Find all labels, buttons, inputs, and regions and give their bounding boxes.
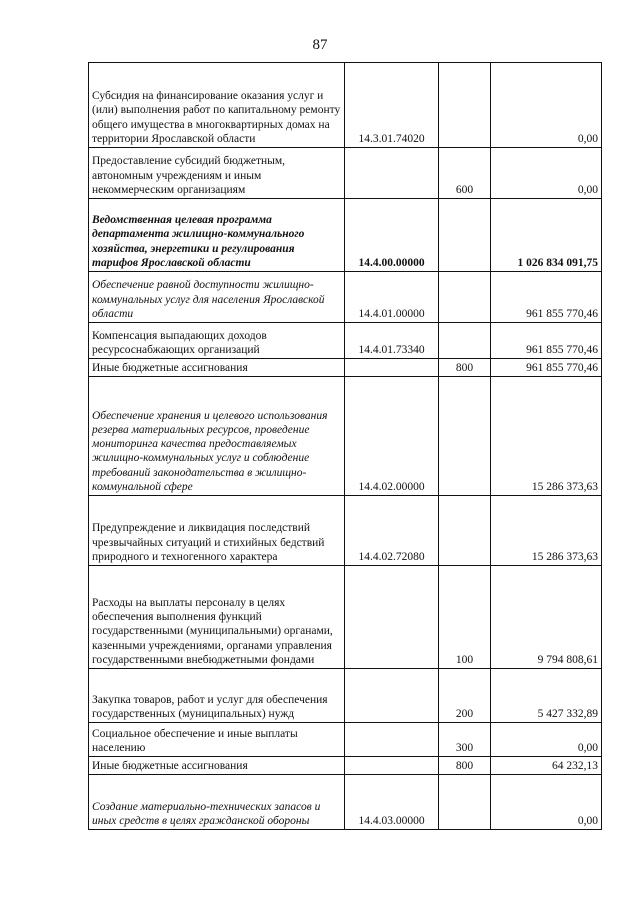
row-sum: 0,00 (491, 63, 602, 148)
row-code: 14.4.02.72080 (345, 496, 439, 566)
table-row (89, 359, 602, 377)
row-expense-type: 600 (439, 148, 491, 199)
row-expense-type: 800 (439, 359, 491, 377)
row-name: Иные бюджетные ассигнования (89, 359, 345, 377)
row-expense-type: 300 (439, 723, 491, 757)
row-sum: 961 855 770,46 (491, 323, 602, 359)
row-sum: 0,00 (491, 775, 602, 830)
row-code (345, 723, 439, 757)
row-name: Обеспечение хранения и целевого использования резерва материальных ресурсов, проведение мониторинга качества предоставляемых жилищно-коммунальных услуг и соблюдение требований законодательства в жилищно-коммунальной сфере (89, 377, 345, 496)
row-sum: 15 286 373,63 (491, 377, 602, 496)
row-name: Ведомственная целевая программа департамента жилищно-коммунального хозяйства, энергетики и регулирования тарифов Ярославской области (89, 199, 345, 272)
table-row (89, 148, 602, 199)
row-sum: 961 855 770,46 (491, 272, 602, 323)
row-name: Предоставление субсидий бюджетным, автономным учреждениям и иным некоммерческим организациям (89, 148, 345, 199)
row-expense-type (439, 775, 491, 830)
row-code: 14.4.01.00000 (345, 272, 439, 323)
row-sum: 1 026 834 091,75 (491, 199, 602, 272)
row-name: Иные бюджетные ассигнования (89, 757, 345, 775)
table-row (89, 272, 602, 323)
row-code: 14.4.03.00000 (345, 775, 439, 830)
row-code (345, 359, 439, 377)
row-name: Социальное обеспечение и иные выплаты населению (89, 723, 345, 757)
table-row (89, 63, 602, 148)
row-expense-type (439, 496, 491, 566)
row-name: Расходы на выплаты персоналу в целях обеспечения выполнения функций государственными (муниципальными) органами, казенными учреждениями, органами управления государственными внебюджетными фондами (89, 566, 345, 669)
row-expense-type (439, 199, 491, 272)
row-code (345, 148, 439, 199)
table-row (89, 757, 602, 775)
row-sum: 961 855 770,46 (491, 359, 602, 377)
row-sum: 64 232,13 (491, 757, 602, 775)
row-name: Закупка товаров, работ и услуг для обеспечения государственных (муниципальных) нужд (89, 669, 345, 723)
row-sum: 0,00 (491, 148, 602, 199)
row-expense-type: 200 (439, 669, 491, 723)
row-code (345, 566, 439, 669)
row-code (345, 669, 439, 723)
row-sum: 5 427 332,89 (491, 669, 602, 723)
row-name: Обеспечение равной доступности жилищно-коммунальных услуг для населения Ярославской области (89, 272, 345, 323)
row-expense-type: 800 (439, 757, 491, 775)
row-expense-type (439, 272, 491, 323)
row-expense-type (439, 63, 491, 148)
table-row (89, 775, 602, 830)
row-sum: 9 794 808,61 (491, 566, 602, 669)
row-name: Компенсация выпадающих доходов ресурсоснабжающих организаций (89, 323, 345, 359)
page-number: 87 (312, 37, 328, 53)
table-row (89, 566, 602, 669)
table-row (89, 377, 602, 496)
table-row (89, 323, 602, 359)
row-code (345, 757, 439, 775)
row-name: Предупреждение и ликвидация последствий чрезвычайных ситуаций и стихийных бедствий природного и техногенного характера (89, 496, 345, 566)
row-name: Субсидия на финансирование оказания услуг и (или) выполнения работ по капитальному ремонту общего имущества в многоквартирных домах на территории Ярославской области (89, 63, 345, 148)
budget-table (88, 62, 602, 830)
row-code: 14.3.01.74020 (345, 63, 439, 148)
row-code: 14.4.00.00000 (345, 199, 439, 272)
row-expense-type (439, 323, 491, 359)
table-row (89, 496, 602, 566)
row-code: 14.4.02.00000 (345, 377, 439, 496)
table-row (89, 199, 602, 272)
row-expense-type: 100 (439, 566, 491, 669)
table-row (89, 723, 602, 757)
row-sum: 15 286 373,63 (491, 496, 602, 566)
table-row (89, 669, 602, 723)
row-expense-type (439, 377, 491, 496)
row-sum: 0,00 (491, 723, 602, 757)
row-code: 14.4.01.73340 (345, 323, 439, 359)
row-name: Создание материально-технических запасов и иных средств в целях гражданской обороны (89, 775, 345, 830)
